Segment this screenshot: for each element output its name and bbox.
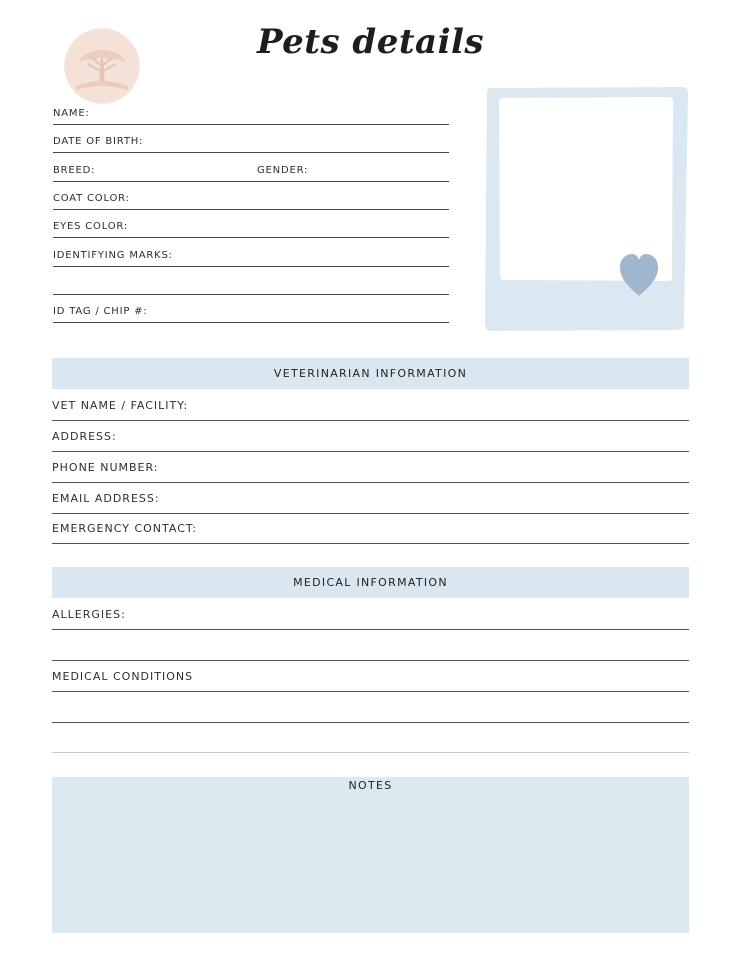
medical-heading: MEDICAL INFORMATION — [52, 567, 689, 598]
name-field[interactable] — [53, 96, 449, 125]
heart-icon — [618, 252, 660, 298]
allergies-extra-line[interactable] — [52, 629, 689, 661]
medical-conditions-label: MEDICAL CONDITIONS — [52, 670, 194, 683]
vet-name-field[interactable] — [52, 389, 689, 421]
medical-conditions-line-2[interactable] — [52, 691, 689, 723]
vet-address-field[interactable] — [52, 420, 689, 452]
identifying-marks-label: IDENTIFYING MARKS: — [53, 250, 173, 261]
vet-name-label: VET NAME / FACILITY: — [52, 399, 189, 412]
breed-gender-field[interactable] — [53, 153, 449, 182]
vet-emergency-label: EMERGENCY CONTACT: — [52, 522, 198, 535]
identifying-marks-extra-line[interactable] — [53, 266, 449, 295]
vet-email-label: EMAIL ADDRESS: — [52, 492, 160, 505]
vet-phone-field[interactable] — [52, 451, 689, 483]
allergies-field[interactable] — [52, 598, 689, 630]
coat-color-label: COAT COLOR: — [53, 193, 130, 204]
notes-area[interactable] — [52, 777, 689, 933]
gender-label: GENDER: — [257, 165, 309, 176]
medical-conditions-field[interactable] — [52, 660, 689, 692]
medical-conditions-line-3[interactable] — [52, 721, 689, 753]
notes-heading: NOTES — [348, 779, 393, 792]
id-tag-chip-label: ID TAG / CHIP #: — [53, 306, 148, 317]
breed-label: BREED: — [53, 165, 96, 176]
date-of-birth-label: DATE OF BIRTH: — [53, 136, 144, 147]
veterinarian-heading: VETERINARIAN INFORMATION — [52, 358, 689, 389]
eyes-color-field[interactable] — [53, 209, 449, 238]
vet-emergency-field[interactable] — [52, 512, 689, 544]
vet-email-field[interactable] — [52, 482, 689, 514]
allergies-label: ALLERGIES: — [52, 608, 126, 621]
vet-phone-label: PHONE NUMBER: — [52, 461, 159, 474]
id-tag-chip-field[interactable] — [53, 294, 449, 323]
name-label: NAME: — [53, 108, 90, 119]
vet-address-label: ADDRESS: — [52, 430, 117, 443]
coat-color-field[interactable] — [53, 181, 449, 210]
identifying-marks-field[interactable] — [53, 238, 449, 267]
photo-frame-icon[interactable] — [484, 84, 688, 332]
eyes-color-label: EYES COLOR: — [53, 221, 129, 232]
date-of-birth-field[interactable] — [53, 124, 449, 153]
page-title: Pets details — [256, 22, 485, 62]
